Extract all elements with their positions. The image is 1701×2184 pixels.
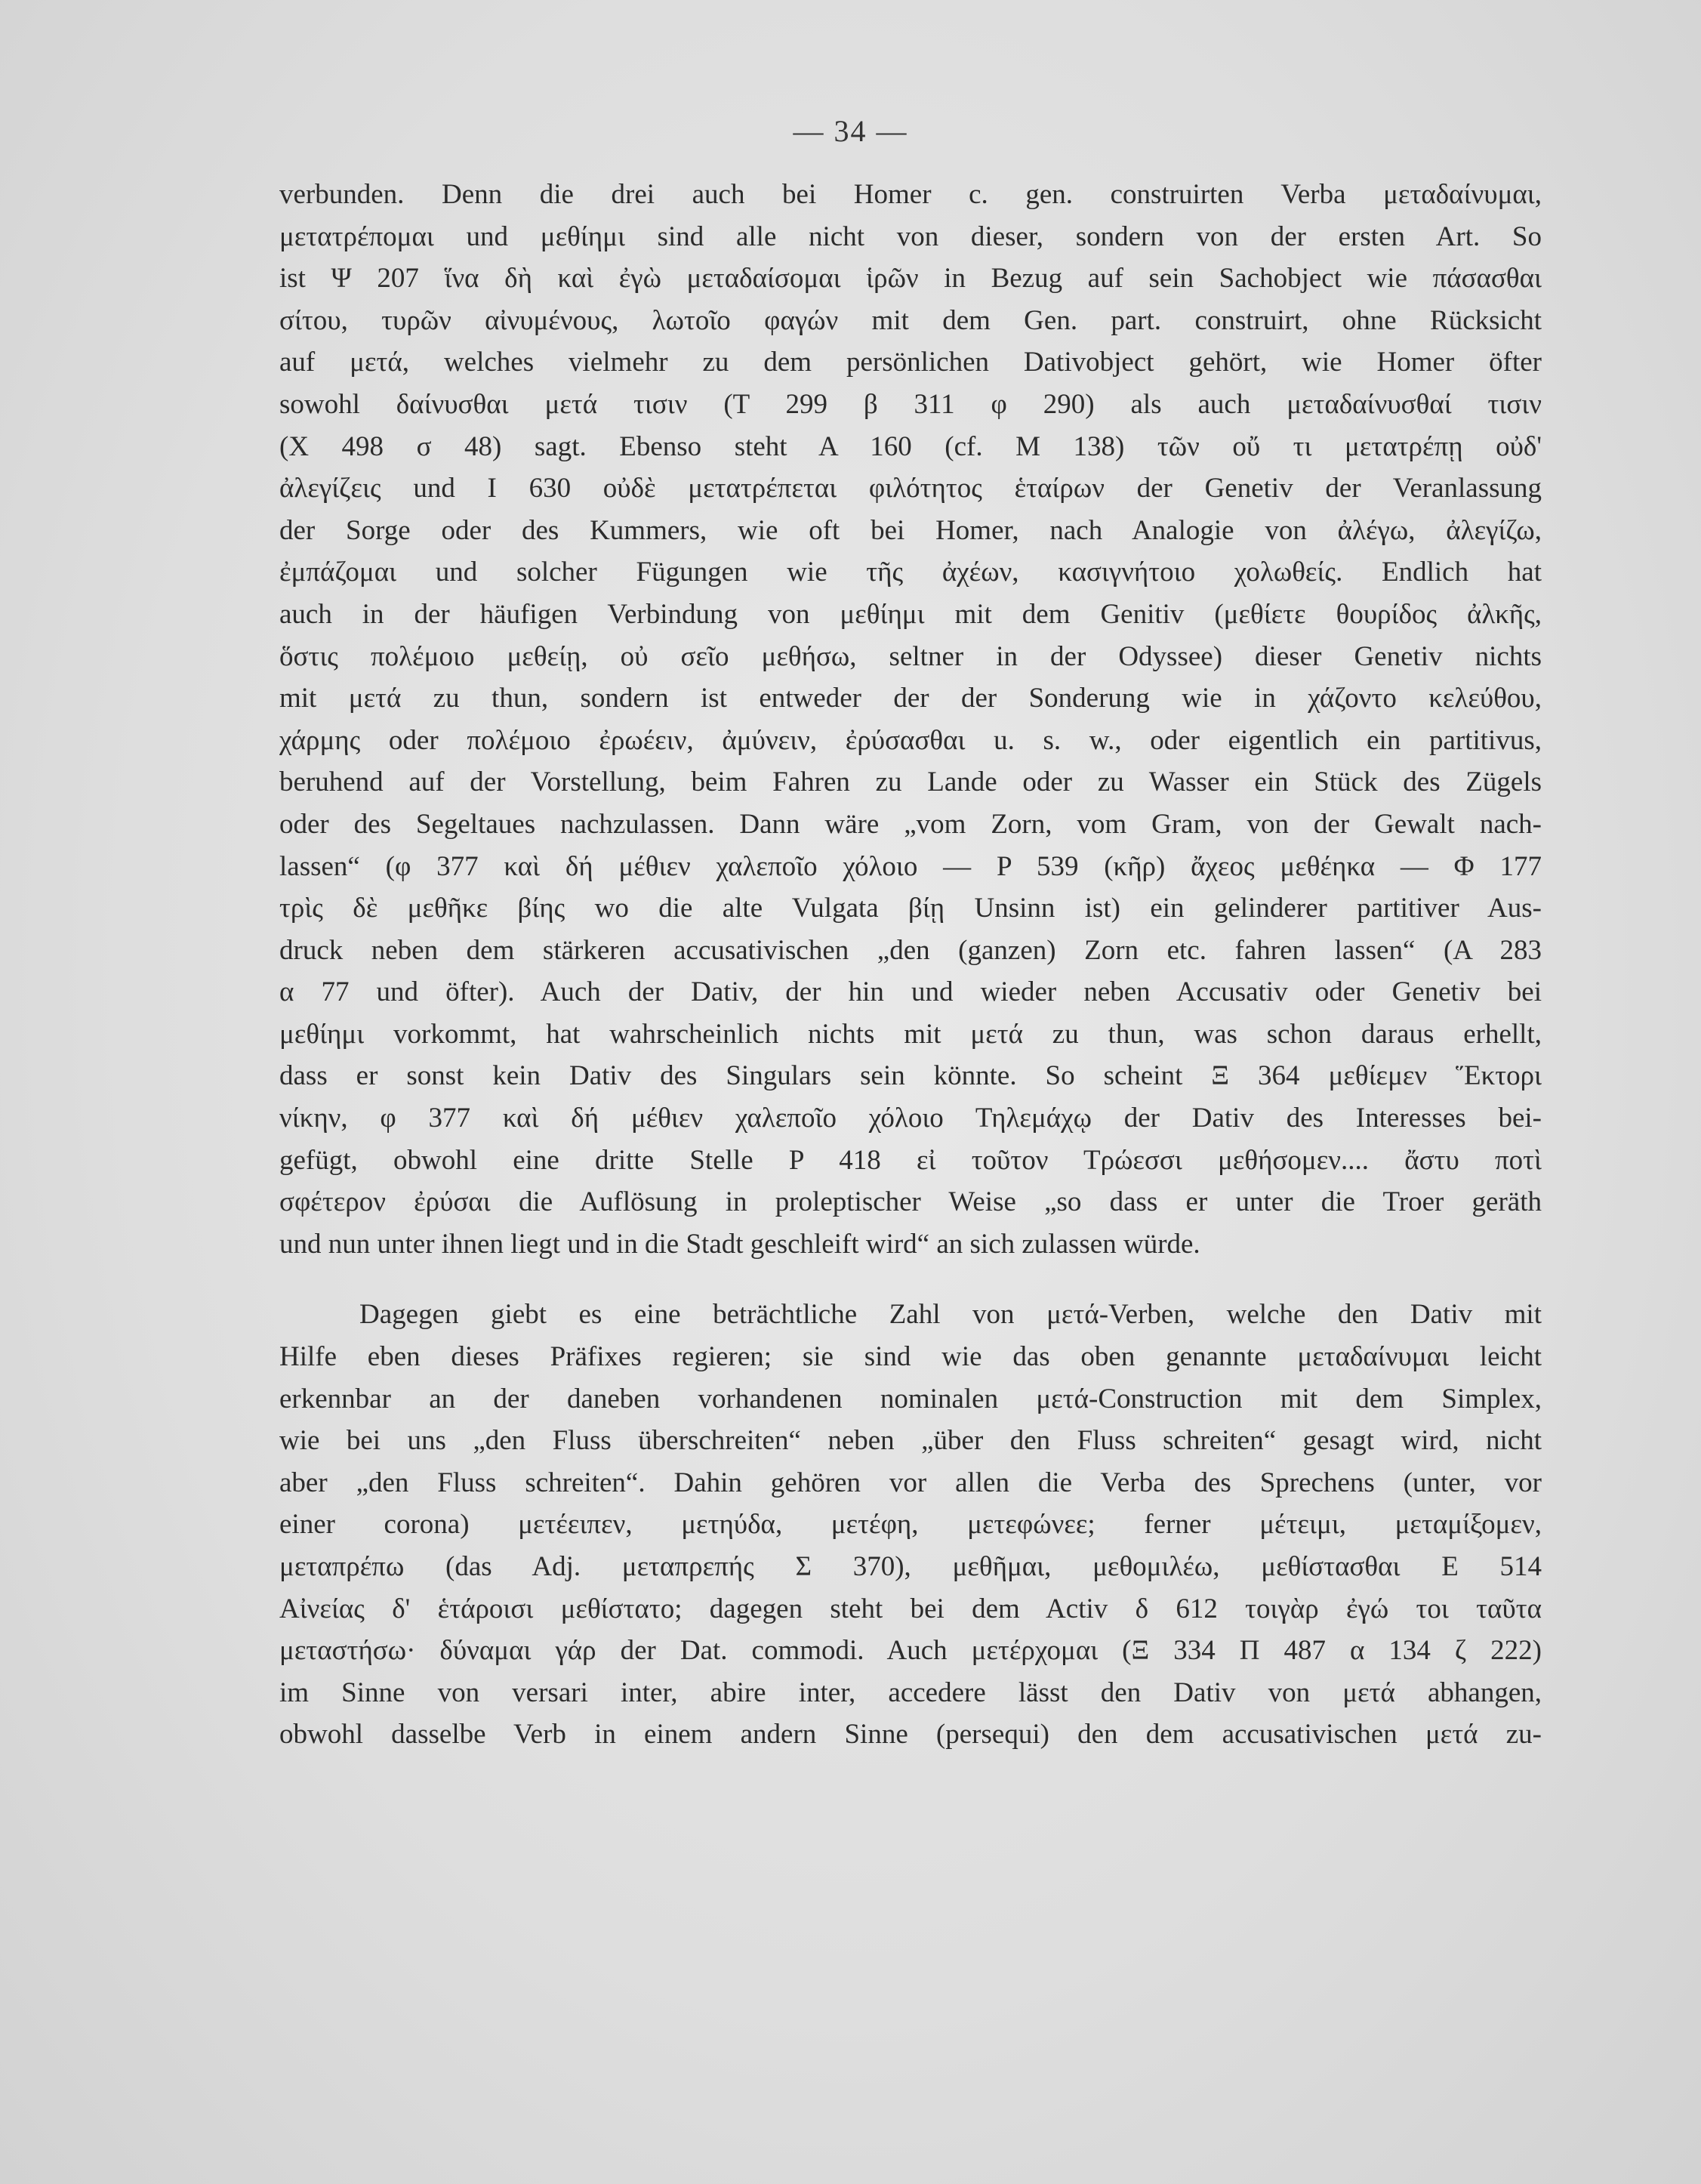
text-line: ist Ψ 207 ἵνα δὴ καὶ ἐγὼ μεταδαίσομαι ἱρῶν in Bezug auf sein Sachobject wie πάσασθαι	[279, 263, 1542, 295]
text-line: wie bei uns „den Fluss überschreiten“ neben „über den Fluss schreiten“ gesagt wird, nicht	[279, 1425, 1542, 1457]
text-line: ἀλεγίζεις und I 630 οὐδὲ μετατρέπεται φιλότητος ἑταίρων der Genetiv der Veranlassung	[279, 473, 1542, 504]
text-line: Dagegen giebt es eine beträchtliche Zahl von μετά-Verben, welche den Dativ mit	[359, 1299, 1542, 1331]
text-line: μεταπρέπω (das Adj. μεταπρεπής Σ 370), μεθῆμαι, μεθομιλέω, μεθίστασθαι E 514	[279, 1551, 1542, 1582]
text-line: (X 498 σ 48) sagt. Ebenso steht A 160 (cf. M 138) τῶν οὔ τι μετατρέπῃ οὐδ'	[279, 430, 1542, 462]
text-line: ὅστις πολέμοιο μεθείῃ, οὐ σεῖο μεθήσω, seltner in der Odyssee) dieser Genetiv nichts	[279, 640, 1542, 672]
paragraph-2	[279, 1294, 1542, 1756]
text-line: auch in der häufigen Verbindung von μεθίημι mit dem Genitiv (μεθίετε θουρίδος ἀλκῆς,	[279, 598, 1542, 630]
text-line: druck neben dem stärkeren accusativischen „den (ganzen) Zorn etc. fahren lassen“ (A 283	[279, 934, 1542, 966]
text-line: τρὶς δὲ μεθῆκε βίης wo die alte Vulgata βίῃ Unsinn ist) ein gelinderer partitiver Aus-	[279, 893, 1542, 924]
text-line: μετατρέπομαι und μεθίημι sind alle nicht von dieser, sondern von der ersten Art. So	[279, 221, 1542, 252]
text-line: einer corona) μετέειπεν, μετηύδα, μετέφη, μετεφώνεε; ferner μέτειμι, μεταμίξομεν,	[279, 1509, 1542, 1541]
text-line: μεθίημι vorkommt, hat wahrscheinlich nichts mit μετά zu thun, was schon daraus erhellt,	[279, 1018, 1542, 1050]
text-line: Αἰνείας δ' ἑτάροισι μεθίστατο; dagegen steht bei dem Activ δ 612 τοιγὰρ ἐγώ τοι ταῦτα	[279, 1593, 1542, 1624]
text-line: dass er sonst kein Dativ des Singulars sein könnte. So scheint Ξ 364 μεθίεμεν Ἕκτορι	[279, 1060, 1542, 1092]
text-line: verbunden. Denn die drei auch bei Homer c. gen. construirten Verba μεταδαίνυμαι,	[279, 179, 1542, 210]
text-line: σφέτερον ἐρύσαι die Auflösung in proleptischer Weise „so dass er unter die Troer geräth	[279, 1186, 1542, 1218]
text-line: beruhend auf der Vorstellung, beim Fahren zu Lande oder zu Wasser ein Stück des Zügels	[279, 767, 1542, 798]
text-line: ἐμπάζομαι und solcher Fügungen wie τῆς ἀχέων, κασιγνήτοιο χολωθείς. Endlich hat	[279, 557, 1542, 588]
text-line: μεταστήσω· δύναμαι γάρ der Dat. commodi. Auch μετέρχομαι (Ξ 334 Π 487 α 134 ζ 222)	[279, 1635, 1542, 1667]
text-line: oder des Segeltaues nachzulassen. Dann wäre „vom Zorn, vom Gram, von der Gewalt nach-	[279, 808, 1542, 840]
body-text	[279, 174, 1542, 1756]
paragraph-1	[279, 174, 1542, 1265]
text-line: der Sorge oder des Kummers, wie oft bei Homer, nach Analogie von ἀλέγω, ἀλεγίζω,	[279, 514, 1542, 546]
text-line: Hilfe eben dieses Präfixes regieren; sie sind wie das oben genannte μεταδαίνυμαι leicht	[279, 1341, 1542, 1373]
text-line: lassen“ (φ 377 καὶ δή μέθιεν χαλεποῖο χόλοιο — P 539 (κῆρ) ἄχεος μεθέηκα — Φ 177	[279, 850, 1542, 882]
text-line: sowohl δαίνυσθαι μετά τισιν (T 299 β 311 φ 290) als auch μεταδαίνυσθαί τισιν	[279, 388, 1542, 420]
text-line: gefügt, obwohl eine dritte Stelle P 418 εἰ τοῦτον Τρώεσσι μεθήσομεν.... ἄστυ ποτὶ	[279, 1144, 1542, 1176]
text-line: σίτου, τυρῶν αἰνυμένους, λωτοῖο φαγών mit dem Gen. part. construirt, ohne Rücksicht	[279, 304, 1542, 336]
text-line: χάρμης oder πολέμοιο ἐρωέειν, ἀμύνειν, ἐρύσασθαι u. s. w., oder eigentlich ein partitivus,	[279, 724, 1542, 756]
text-line: νίκην, φ 377 καὶ δή μέθιεν χαλεποῖο χόλοιο Τηλεμάχῳ der Dativ des Interesses bei-	[279, 1103, 1542, 1134]
page-number: — 34 —	[793, 114, 908, 148]
text-line: im Sinne von versari inter, abire inter, accedere lässt den Dativ von μετά abhangen,	[279, 1677, 1542, 1708]
text-line: obwohl dasselbe Verb in einem andern Sinne (persequi) den dem accusativischen μετά zu-	[279, 1719, 1542, 1751]
text-line: auf μετά, welches vielmehr zu dem persönlichen Dativobject gehört, wie Homer öfter	[279, 347, 1542, 378]
text-line: aber „den Fluss schreiten“. Dahin gehören vor allen die Verba des Sprechens (unter, vor	[279, 1467, 1542, 1498]
text-line: erkennbar an der daneben vorhandenen nominalen μετά-Construction mit dem Simplex,	[279, 1383, 1542, 1414]
text-line: α 77 und öfter). Auch der Dativ, der hin und wieder neben Accusativ oder Genetiv bei	[279, 976, 1542, 1008]
text-line: und nun unter ihnen liegt und in die Stadt geschleift wird“ an sich zulassen würde.	[279, 1228, 1200, 1260]
text-line: mit μετά zu thun, sondern ist entweder der der Sonderung wie in χάζοντο κελεύθου,	[279, 683, 1542, 714]
